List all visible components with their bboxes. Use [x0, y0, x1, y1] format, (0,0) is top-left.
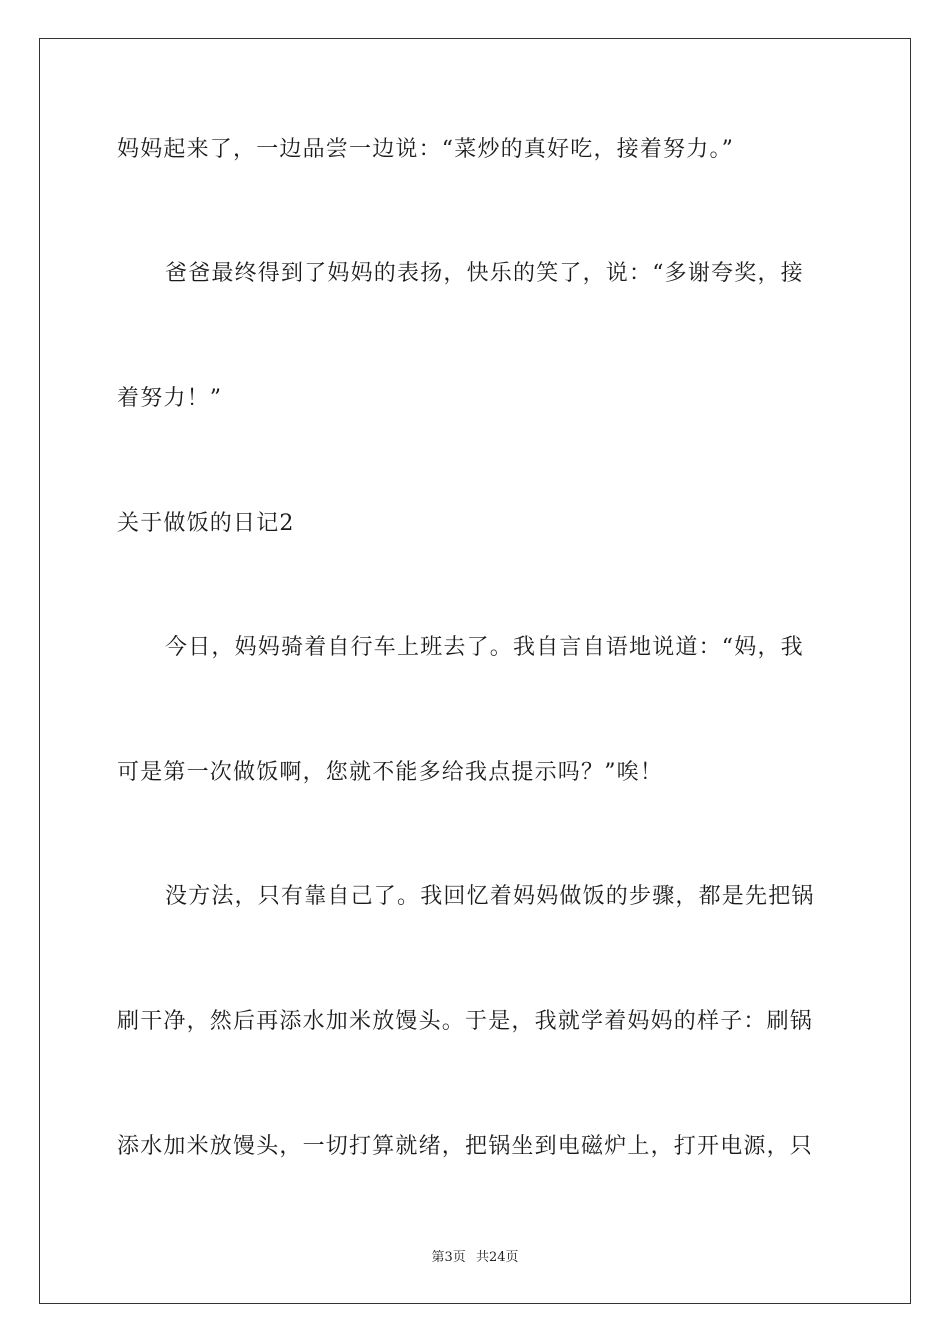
text-line: 爸爸最终得到了妈妈的表扬，快乐的笑了，说：“多谢夸奖，接	[165, 261, 804, 286]
page-footer	[0, 1246, 950, 1265]
page-number: 第3页	[431, 1250, 466, 1265]
text-line: 可是第一次做饭啊，您就不能多给我点提示吗？”唉！	[117, 760, 664, 785]
text-line: 添水加米放馒头，一切打算就绪，把锅坐到电磁炉上，打开电源，只	[117, 1134, 814, 1159]
text-line: 今日，妈妈骑着自行车上班去了。我自言自语地说道：“妈，我	[165, 635, 804, 660]
text-line: 妈妈起来了，一边品尝一边说：“菜炒的真好吃，接着努力。”	[117, 137, 735, 162]
text-line: 着努力！”	[117, 386, 223, 411]
page-border	[39, 38, 911, 1304]
text-line: 刷干净，然后再添水加米放馒头。于是，我就学着妈妈的样子：刷锅	[117, 1009, 814, 1034]
page-total: 共24页	[475, 1250, 519, 1265]
section-heading: 关于做饭的日记2	[117, 511, 295, 536]
text-line: 没方法，只有靠自己了。我回忆着妈妈做饭的步骤，都是先把锅	[165, 884, 815, 909]
